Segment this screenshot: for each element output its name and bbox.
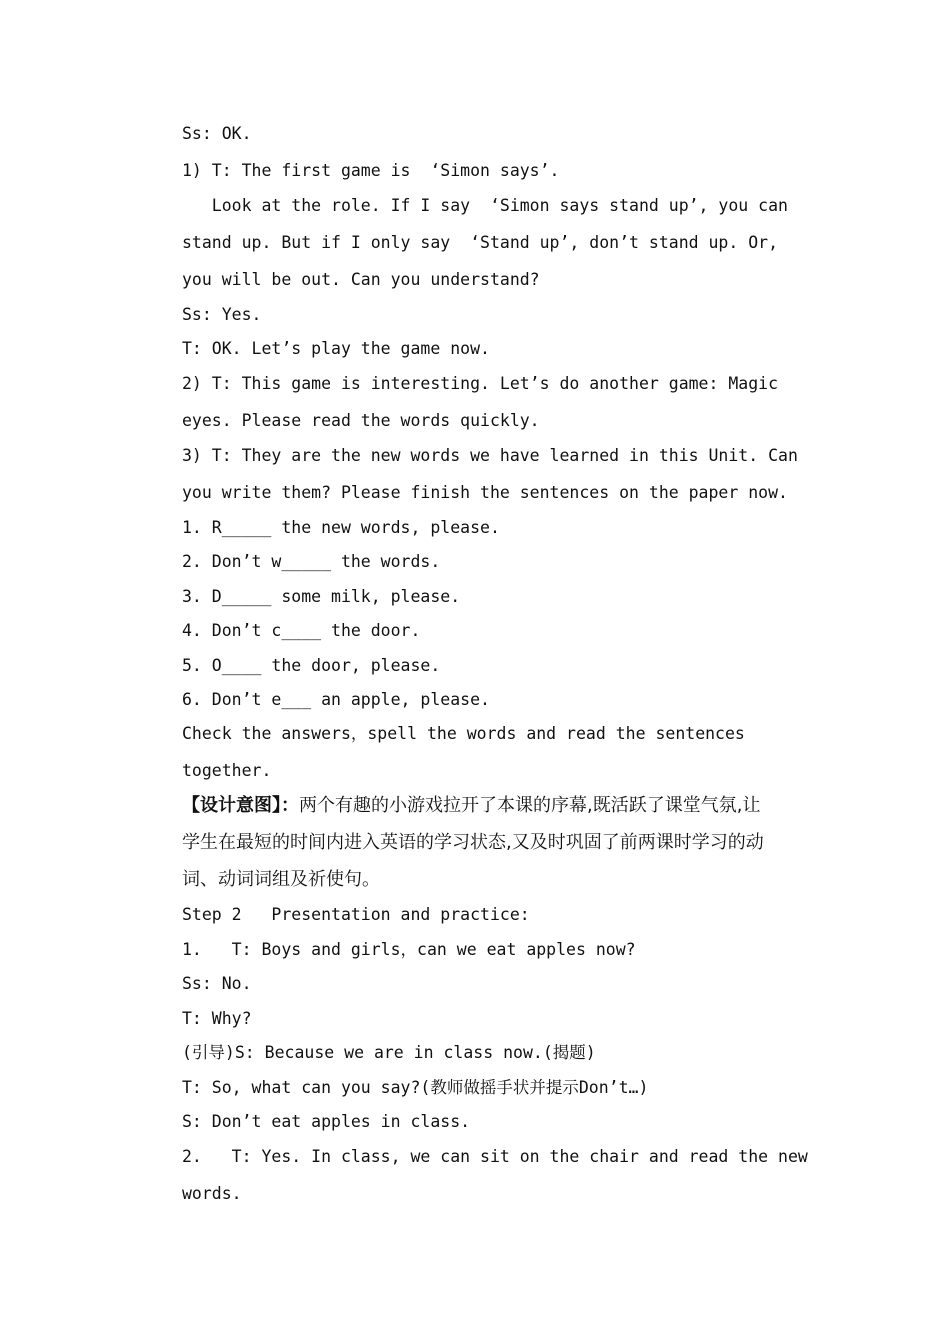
text-line: T: Why? (182, 1009, 252, 1028)
exercise-item: 1. R_____ the new words, please. (182, 518, 500, 537)
text-line: 2. T: Yes. In class, we can sit on the chair and read the new (182, 1147, 808, 1166)
text-line: words. (182, 1184, 242, 1203)
text-line: Check the answers，spell the words and read the sentences (182, 724, 745, 743)
text-line: Look at the role. If I say ‘Simon says stand up’, you can (182, 196, 788, 215)
text-line: 3) T: They are the new words we have learned in this Unit. Can (182, 446, 798, 465)
section-heading: Step 2 Presentation and practice: (182, 905, 530, 924)
text-line: together. (182, 761, 272, 780)
text-line: Ss: Yes. (182, 305, 262, 324)
text-line: T: OK. Let’s play the game now. (182, 339, 490, 358)
design-intent-line (182, 795, 760, 817)
design-intent-line: 学生在最短的时间内进入英语的学习状态,又及时巩固了前两课时学习的动 (182, 832, 764, 853)
exercise-item: 2. Don’t w_____ the words. (182, 552, 441, 571)
text-line: 1) T: The first game is ‘Simon says’. (182, 161, 560, 180)
exercise-item: 3. D_____ some milk, please. (182, 587, 461, 606)
text-line: Ss: OK. (182, 124, 252, 143)
text-line: 1. T: Boys and girls，can we eat apples now? (182, 940, 636, 959)
text-line: Ss: No. (182, 974, 252, 993)
text-line: you write them? Please finish the sentences on the paper now. (182, 483, 788, 502)
text-line: eyes. Please read the words quickly. (182, 411, 540, 430)
exercise-item: 5. O____ the door, please. (182, 656, 441, 675)
design-intent-line: 词、动词词组及祈使句。 (182, 869, 380, 890)
text-line: you will be out. Can you understand? (182, 270, 540, 289)
text-line: stand up. But if I only say ‘Stand up’, don’t stand up. Or, (182, 233, 779, 252)
exercise-item: 6. Don’t e___ an apple, please. (182, 690, 490, 709)
text-line: (引导)S: Because we are in class now.(揭题) (182, 1043, 596, 1062)
design-intent-text: 两个有趣的小游戏拉开了本课的序幕,既活跃了课堂气氛,让 (299, 795, 761, 816)
text-line: S: Don’t eat apples in class. (182, 1112, 471, 1131)
text-line: 2) T: This game is interesting. Let’s do another game: Magic (182, 374, 779, 393)
design-intent-label: 【设计意图】： (182, 795, 299, 816)
exercise-item: 4. Don’t c____ the door. (182, 621, 421, 640)
text-line: T: So, what can you say?(教师做摇手状并提示Don’t…) (182, 1078, 649, 1097)
